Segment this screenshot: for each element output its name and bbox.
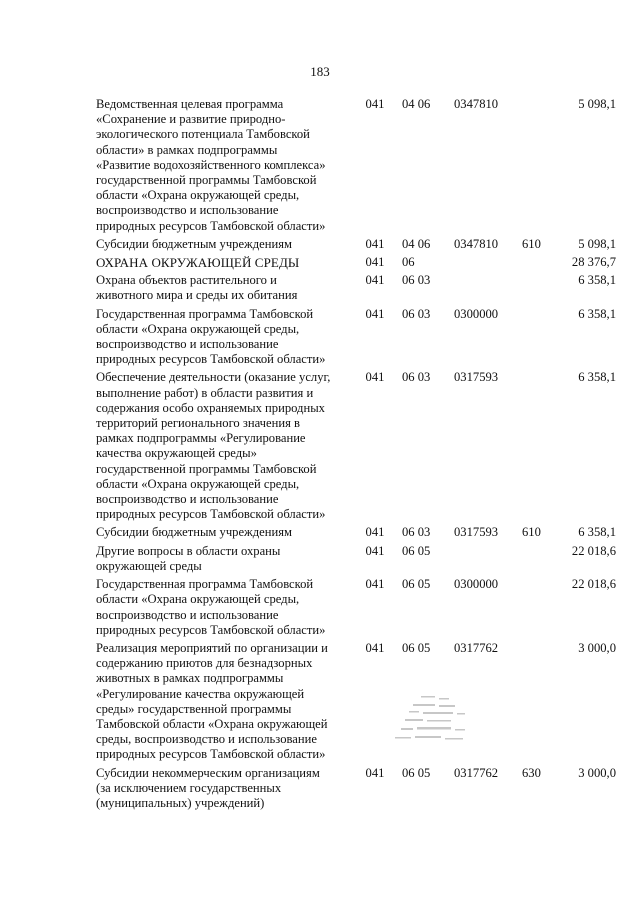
row-target-article-code: 0317593	[454, 525, 499, 540]
table-row	[96, 370, 616, 525]
table-row	[96, 641, 616, 766]
row-target-article-code: 0347810	[454, 236, 499, 251]
faded-stamp-mark	[375, 690, 485, 752]
row-target-article-code: 0317593	[454, 370, 499, 385]
row-expense-type-code	[514, 307, 562, 371]
row-expense-type-code: 610	[522, 236, 541, 251]
row-dept-code: 041	[365, 640, 385, 655]
row-amount: 28 376,7	[571, 255, 616, 270]
budget-table	[96, 97, 616, 814]
table-row	[96, 307, 616, 371]
row-name: Ведомственная целевая программа «Сохранение и развитие природно- экологического потенциала Тамбовской области» в рамках подпрограммы «Развитие водохозяйственного комплекса» государственной программы Тамбовской области «Охрана окружающей среды, воспроизводство и использование природных ресурсов Тамбовской области»	[96, 97, 326, 233]
table-row	[96, 255, 616, 273]
row-section-code: 06 05	[402, 640, 431, 655]
page-number: 183	[310, 64, 330, 79]
row-name: Государственная программа Тамбовской области «Охрана окружающей среды, воспроизводство и использование природных ресурсов Тамбовской области»	[96, 306, 326, 367]
row-section-code: 06 03	[402, 273, 431, 288]
row-name: Охрана объектов растительного и животного мира и среды их обитания	[96, 273, 298, 303]
row-dept-code: 041	[365, 525, 385, 540]
row-dept-code: 041	[365, 306, 385, 321]
row-expense-type-code	[514, 544, 562, 577]
row-name: Реализация мероприятий по организации и содержанию приютов для безнадзорных животных в рамках подпрограммы «Регулирование качества окружающей среды» государственной программы Тамбовской области «Охрана окружающей среды, воспроизводство и использование природных ресурсов Тамбовской области»	[96, 640, 328, 762]
row-amount: 6 358,1	[578, 370, 616, 385]
row-name: Обеспечение деятельности (оказание услуг, выполнение работ) в области развития и содержания особо охраняемых природных территорий регионального значения в рамках подпрограммы «Регулирование качества окружающей среды» государственной программы Тамбовской области «Охрана окружающей среды, воспроизводство и использование природных ресурсов Тамбовской области»	[96, 370, 331, 522]
row-name: Субсидии бюджетным учреждениям	[96, 525, 292, 540]
row-target-article-code: 0317762	[454, 640, 499, 655]
row-expense-type-code	[514, 255, 562, 273]
row-section-code: 06 05	[402, 543, 431, 558]
row-dept-code: 041	[365, 273, 385, 288]
row-target-article-code	[454, 273, 514, 306]
row-dept-code: 041	[365, 97, 385, 111]
row-amount: 5 098,1	[578, 236, 616, 251]
row-name: ОХРАНА ОКРУЖАЮЩЕЙ СРЕДЫ	[96, 255, 300, 271]
row-dept-code: 041	[365, 236, 385, 251]
row-name: Другие вопросы в области охраны окружающей среды	[96, 543, 281, 573]
row-expense-type-code	[514, 577, 562, 641]
row-amount: 22 018,6	[571, 543, 616, 558]
table-row	[96, 97, 616, 237]
row-dept-code: 041	[365, 543, 385, 558]
row-expense-type-code	[514, 97, 562, 237]
row-target-article-code: 0300000	[454, 306, 499, 321]
row-dept-code: 041	[365, 370, 385, 385]
row-amount: 6 358,1	[578, 525, 616, 540]
row-expense-type-code	[514, 273, 562, 306]
table-row	[96, 544, 616, 577]
row-section-code: 06 03	[402, 525, 431, 540]
row-expense-type-code	[514, 370, 562, 525]
row-section-code: 04 06	[402, 236, 431, 251]
row-name: Субсидии некоммерческим организациям (за исключением государственных (муниципальных) учреждений)	[96, 765, 320, 810]
row-section-code: 04 06	[402, 97, 431, 111]
row-section-code: 06 03	[402, 370, 431, 385]
table-row	[96, 273, 616, 306]
row-expense-type-code	[514, 641, 562, 766]
row-section-code: 06 05	[402, 765, 431, 780]
budget-table-body	[96, 97, 616, 814]
row-dept-code: 041	[365, 255, 385, 270]
row-amount: 3 000,0	[578, 765, 616, 780]
row-target-article-code: 0300000	[454, 577, 499, 592]
row-expense-type-code: 630	[522, 765, 541, 780]
row-amount: 6 358,1	[578, 306, 616, 321]
row-target-article-code	[454, 544, 514, 577]
table-row	[96, 577, 616, 641]
row-section-code: 06 05	[402, 577, 431, 592]
row-target-article-code: 0317762	[454, 765, 499, 780]
row-name: Субсидии бюджетным учреждениям	[96, 236, 292, 251]
row-section-code: 06 03	[402, 306, 431, 321]
row-amount: 3 000,0	[578, 640, 616, 655]
row-dept-code: 041	[365, 577, 385, 592]
table-row	[96, 766, 616, 815]
table-row	[96, 237, 616, 255]
row-section-code: 06	[402, 255, 415, 270]
table-row	[96, 525, 616, 543]
row-target-article-code: 0347810	[454, 97, 499, 111]
row-expense-type-code: 610	[522, 525, 541, 540]
row-target-article-code	[454, 255, 514, 273]
row-name: Государственная программа Тамбовской области «Охрана окружающей среды, воспроизводство и использование природных ресурсов Тамбовской области»	[96, 577, 326, 637]
row-amount: 5 098,1	[578, 97, 616, 111]
row-dept-code: 041	[365, 765, 385, 780]
row-amount: 6 358,1	[578, 273, 616, 288]
row-amount: 22 018,6	[571, 577, 616, 592]
